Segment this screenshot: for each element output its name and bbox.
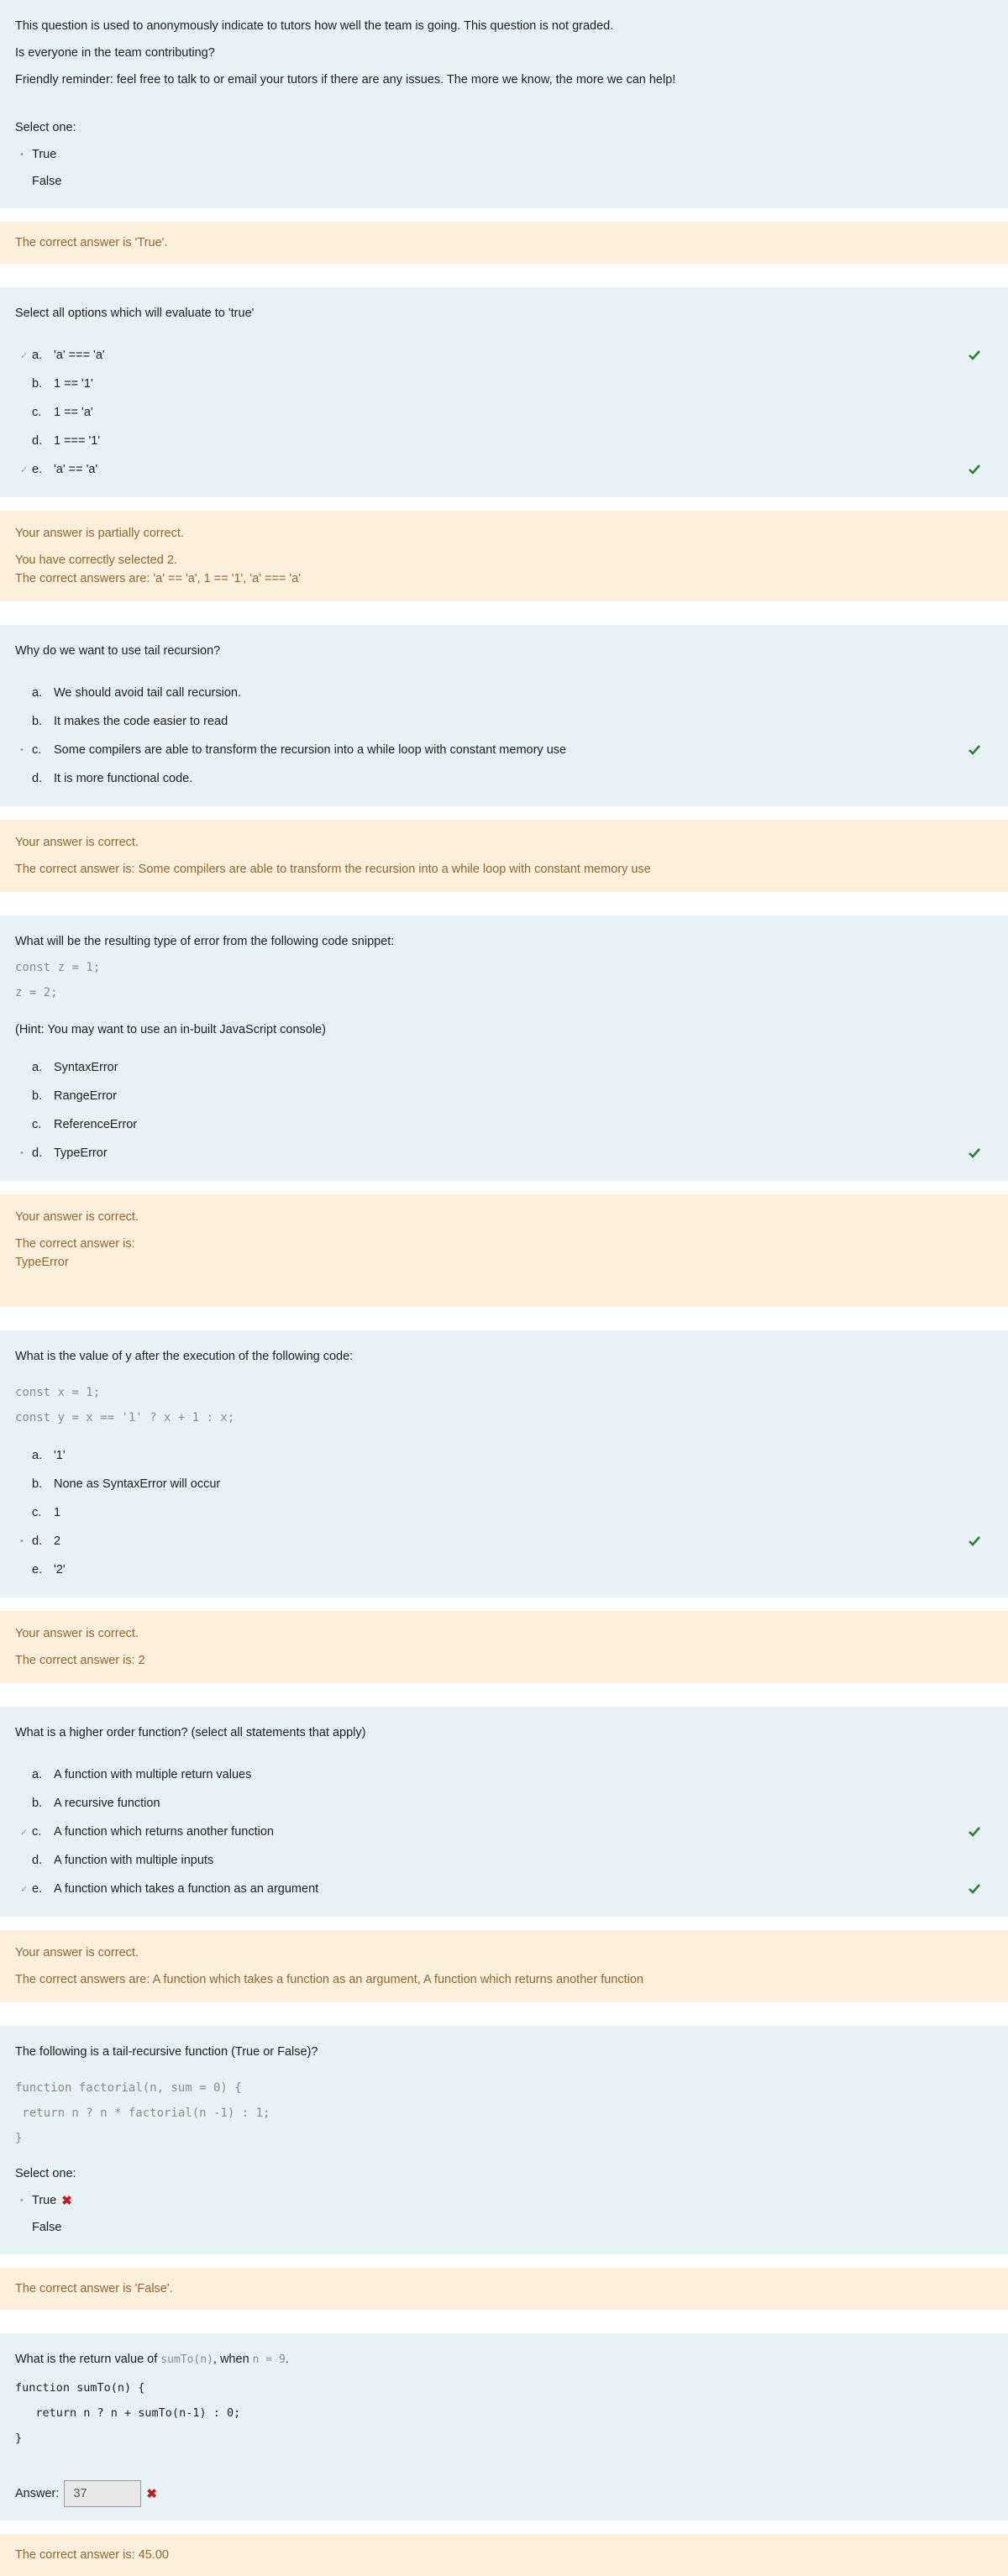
option-label: 2 xyxy=(54,1535,61,1548)
option-letter: d. xyxy=(32,772,43,785)
option-label: '2' xyxy=(54,1563,66,1577)
option-label: '1' xyxy=(54,1449,66,1462)
feedback-2 xyxy=(0,511,1008,601)
feedback-status: Your answer is correct. xyxy=(15,1210,139,1224)
option-label: ReferenceError xyxy=(54,1118,138,1131)
feedback-3 xyxy=(0,820,1008,892)
answer-input[interactable] xyxy=(64,2480,141,2507)
radio-selected-icon: • xyxy=(20,1148,24,1158)
code-line: return n ? n + sumTo(n-1) : 0; xyxy=(15,2406,241,2420)
option-d[interactable] xyxy=(15,1846,993,1875)
feedback-7 xyxy=(0,2268,1008,2310)
radio-selected-icon: • xyxy=(20,150,24,160)
option-letter: c. xyxy=(32,1825,42,1839)
option-letter: b. xyxy=(32,1797,43,1810)
option-e[interactable] xyxy=(15,1556,993,1584)
incorrect-x-icon: ✖ xyxy=(146,2487,157,2501)
question-1-line-1: This question is used to anonymously indicate to tutors how well the team is going. This question is not graded. xyxy=(15,19,614,33)
option-e[interactable] xyxy=(15,455,993,484)
checkbox-checked-icon: ✓ xyxy=(20,464,29,475)
inline-code: n = 9 xyxy=(252,2353,286,2366)
option-letter: b. xyxy=(32,377,43,391)
option-letter: a. xyxy=(32,1449,43,1462)
answer-row xyxy=(15,2480,993,2507)
option-label: It makes the code easier to read xyxy=(54,715,228,728)
question-7-text: The following is a tail-recursive function (True or False)? xyxy=(15,2045,318,2059)
correct-answer-text: The correct answer is: 2 xyxy=(15,1654,145,1667)
radio-selected-icon: • xyxy=(20,745,24,755)
option-d[interactable] xyxy=(15,427,993,455)
code-line: z = 2; xyxy=(15,986,58,999)
option-label: 1 == '1' xyxy=(54,377,93,391)
question-8-text-mid: , when xyxy=(213,2353,253,2366)
code-line: } xyxy=(15,2132,23,2145)
checkbox-checked-icon: ✓ xyxy=(20,1827,29,1838)
option-a[interactable] xyxy=(15,341,993,370)
option-letter: c. xyxy=(32,743,42,757)
question-4-text: What will be the resulting type of error from the following code snippet: xyxy=(15,935,395,948)
feedback-status: Your answer is correct. xyxy=(15,1946,139,1960)
option-letter: d. xyxy=(32,1854,43,1867)
correct-answer-text: The correct answer is 'True'. xyxy=(15,236,168,249)
option-label: 'a' == 'a' xyxy=(54,463,98,476)
option-b[interactable] xyxy=(15,1082,993,1110)
feedback-status: Your answer is correct. xyxy=(15,836,139,849)
option-c[interactable] xyxy=(15,1818,993,1846)
option-letter: b. xyxy=(32,1477,43,1491)
option-label: True xyxy=(32,148,57,161)
feedback-status: Your answer is correct. xyxy=(15,1627,139,1640)
option-false[interactable] xyxy=(15,168,993,195)
option-label: A recursive function xyxy=(54,1797,160,1810)
option-label: True xyxy=(32,2194,57,2207)
option-letter: c. xyxy=(32,1118,42,1131)
correct-answer-text: The correct answer is 'False'. xyxy=(15,2282,173,2295)
option-b[interactable] xyxy=(15,370,993,398)
question-7 xyxy=(0,2026,1008,2254)
option-a[interactable] xyxy=(15,1441,993,1470)
feedback-4 xyxy=(0,1194,1008,1307)
option-label: 'a' === 'a' xyxy=(54,349,105,362)
question-2-text: Select all options which will evaluate to 'true' xyxy=(15,307,255,320)
incorrect-x-icon: ✖ xyxy=(61,2194,72,2208)
option-b[interactable] xyxy=(15,707,993,736)
option-letter: c. xyxy=(32,1506,42,1519)
answer-value: 37 xyxy=(73,2487,87,2500)
option-b[interactable] xyxy=(15,1470,993,1498)
option-e[interactable] xyxy=(15,1875,993,1903)
correct-answer-label: The correct answer is: xyxy=(15,1237,135,1251)
question-6-text: What is a higher order function? (select all statements that apply) xyxy=(15,1726,366,1739)
checkbox-checked-icon: ✓ xyxy=(20,1884,29,1895)
code-line: function sumTo(n) { xyxy=(15,2381,145,2395)
question-3 xyxy=(0,625,1008,806)
option-a[interactable] xyxy=(15,679,993,707)
option-label: It is more functional code. xyxy=(54,772,193,785)
question-5-text: What is the value of y after the execution of the following code: xyxy=(15,1350,354,1363)
feedback-detail: You have correctly selected 2. xyxy=(15,553,177,567)
correct-answer-text: The correct answers are: A function which takes a function as an argument, A function which returns another function xyxy=(15,1973,643,1986)
correct-answer-text: TypeError xyxy=(15,1256,69,1269)
correct-check-icon xyxy=(968,1825,981,1839)
question-1 xyxy=(0,0,1008,208)
question-8-text-post: . xyxy=(285,2353,289,2366)
code-line: } xyxy=(15,2432,23,2445)
code-line: return n ? n * factorial(n -1) : 1; xyxy=(15,2106,270,2120)
question-5 xyxy=(0,1330,1008,1598)
option-label: RangeError xyxy=(54,1089,117,1103)
option-label: False xyxy=(32,175,62,188)
option-a[interactable] xyxy=(15,1053,993,1082)
option-false[interactable] xyxy=(15,2214,993,2241)
question-8-text xyxy=(15,2352,993,2368)
option-label: 1 == 'a' xyxy=(54,406,93,419)
question-1-text xyxy=(15,18,993,87)
code-line: const x = 1; xyxy=(15,1386,101,1399)
code-line: const z = 1; xyxy=(15,961,101,974)
option-c[interactable] xyxy=(15,736,993,764)
select-one-label: Select one: xyxy=(15,121,76,134)
question-3-text: Why do we want to use tail recursion? xyxy=(15,644,221,658)
correct-check-icon xyxy=(968,463,981,476)
correct-answer-text: The correct answer is: 45.00 xyxy=(15,2548,169,2562)
option-true[interactable] xyxy=(15,2187,993,2214)
option-c[interactable] xyxy=(15,398,993,427)
option-letter: c. xyxy=(32,406,42,419)
option-label: A function with multiple return values xyxy=(54,1768,252,1781)
option-d[interactable] xyxy=(15,764,993,793)
option-label: A function which takes a function as an argument xyxy=(54,1882,319,1896)
option-label: None as SyntaxError will occur xyxy=(54,1477,221,1491)
option-letter: a. xyxy=(32,1768,43,1781)
option-letter: a. xyxy=(32,1061,43,1074)
select-one-label: Select one: xyxy=(15,2167,76,2180)
option-d[interactable] xyxy=(15,1139,993,1167)
option-letter: a. xyxy=(32,686,43,700)
question-8 xyxy=(0,2333,1008,2521)
option-a[interactable] xyxy=(15,1760,993,1789)
correct-check-icon xyxy=(968,1146,981,1160)
option-label: 1 xyxy=(54,1506,61,1519)
feedback-1 xyxy=(0,222,1008,264)
correct-check-icon xyxy=(968,1535,981,1548)
option-letter: b. xyxy=(32,1089,43,1103)
option-label: False xyxy=(32,2221,62,2234)
feedback-5 xyxy=(0,1611,1008,1683)
code-line: function factorial(n, sum = 0) { xyxy=(15,2081,242,2095)
option-label: 1 === '1' xyxy=(54,434,101,448)
option-c[interactable] xyxy=(15,1498,993,1527)
correct-check-icon xyxy=(968,349,981,362)
question-4 xyxy=(0,916,1008,1181)
option-label: A function which returns another function xyxy=(54,1825,274,1839)
hint-text: (Hint: You may want to use an in-built JavaScript console) xyxy=(15,1023,326,1036)
option-b[interactable] xyxy=(15,1789,993,1818)
option-letter: d. xyxy=(32,434,43,448)
correct-answer-text: The correct answer is: Some compilers are able to transform the recursion into a while loop with constant memory use xyxy=(15,863,651,876)
option-letter: e. xyxy=(32,463,43,476)
option-letter: d. xyxy=(32,1146,43,1160)
option-letter: a. xyxy=(32,349,43,362)
checkbox-checked-icon: ✓ xyxy=(20,350,29,361)
feedback-6 xyxy=(0,1930,1008,2002)
answer-label: Answer: xyxy=(15,2487,60,2500)
option-d[interactable] xyxy=(15,1527,993,1556)
radio-selected-icon: • xyxy=(20,1536,24,1546)
feedback-8 xyxy=(0,2534,1008,2576)
option-label: A function with multiple inputs xyxy=(54,1854,214,1867)
question-6 xyxy=(0,1707,1008,1917)
correct-check-icon xyxy=(968,1882,981,1896)
question-1-line-3: Friendly reminder: feel free to talk to or email your tutors if there are any issues. The more we know, the more we can help! xyxy=(15,73,676,87)
feedback-status: Your answer is partially correct. xyxy=(15,527,184,540)
option-letter: e. xyxy=(32,1882,43,1896)
radio-selected-icon: • xyxy=(20,2196,24,2206)
option-letter: b. xyxy=(32,715,43,728)
option-letter: e. xyxy=(32,1563,43,1577)
option-letter: d. xyxy=(32,1535,43,1548)
correct-answer-text: The correct answers are: 'a' == 'a', 1 == '1', 'a' === 'a' xyxy=(15,572,302,585)
option-label: Some compilers are able to transform the recursion into a while loop with constant memory use xyxy=(54,743,567,757)
question-1-line-2: Is everyone in the team contributing? xyxy=(15,46,215,60)
option-c[interactable] xyxy=(15,1110,993,1139)
option-label: SyntaxError xyxy=(54,1061,118,1074)
question-8-text-pre: What is the return value of xyxy=(15,2353,161,2366)
code-line: const y = x == '1' ? x + 1 : x; xyxy=(15,1411,235,1424)
option-label: TypeError xyxy=(54,1146,108,1160)
question-2 xyxy=(0,287,1008,497)
option-label: We should avoid tail call recursion. xyxy=(54,686,241,700)
inline-code: sumTo(n) xyxy=(160,2353,213,2366)
option-true[interactable] xyxy=(15,141,993,168)
correct-check-icon xyxy=(968,743,981,757)
